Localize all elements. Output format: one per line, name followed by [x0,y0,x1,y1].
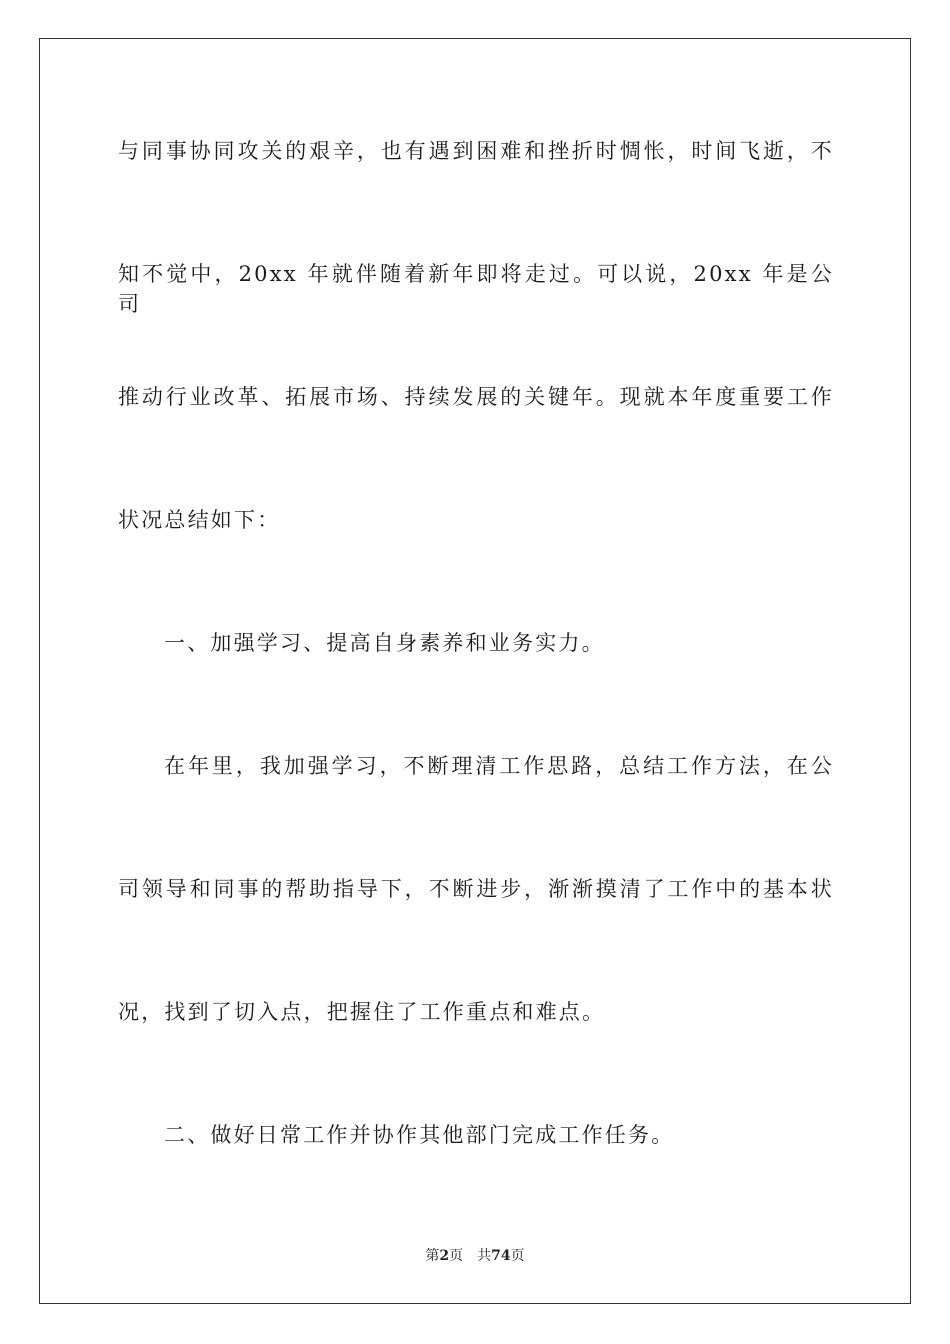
text-line-4: 状况总结如下： [118,508,281,532]
page-current: 2 [439,1248,450,1264]
text-line-6: 在年里，我加强学习，不断理清工作思路，总结工作方法，在公 [164,754,834,778]
total-unit: 页 [510,1248,525,1264]
page-footer [0,1246,950,1266]
text-line-7: 司领导和同事的帮助指导下，不断进步，渐渐摸清了工作中的基本状 [118,877,834,901]
text-line-3: 推动行业改革、拓展市场、持续发展的关键年。现就本年度重要工作 [118,385,834,409]
page-total: 74 [491,1248,511,1264]
page-border [39,38,911,1304]
page-prefix: 第 [425,1248,440,1264]
text-line-1: 与同事协同攻关的艰辛，也有遇到困难和挫折时惆怅，时间飞逝，不 [118,139,834,163]
section-heading-1: 一、加强学习、提高自身素养和业务实力。 [164,631,605,655]
section-heading-2: 二、做好日常工作并协作其他部门完成工作任务。 [164,1123,675,1147]
text-line-8: 况，找到了切入点，把握住了工作重点和难点。 [118,1000,606,1024]
page-unit: 页 [449,1248,464,1264]
text-line-2: 知不觉中，20xx 年就伴随着新年即将走过。可以说，20xx 年是公司 [118,262,834,316]
total-prefix: 共 [477,1248,492,1264]
